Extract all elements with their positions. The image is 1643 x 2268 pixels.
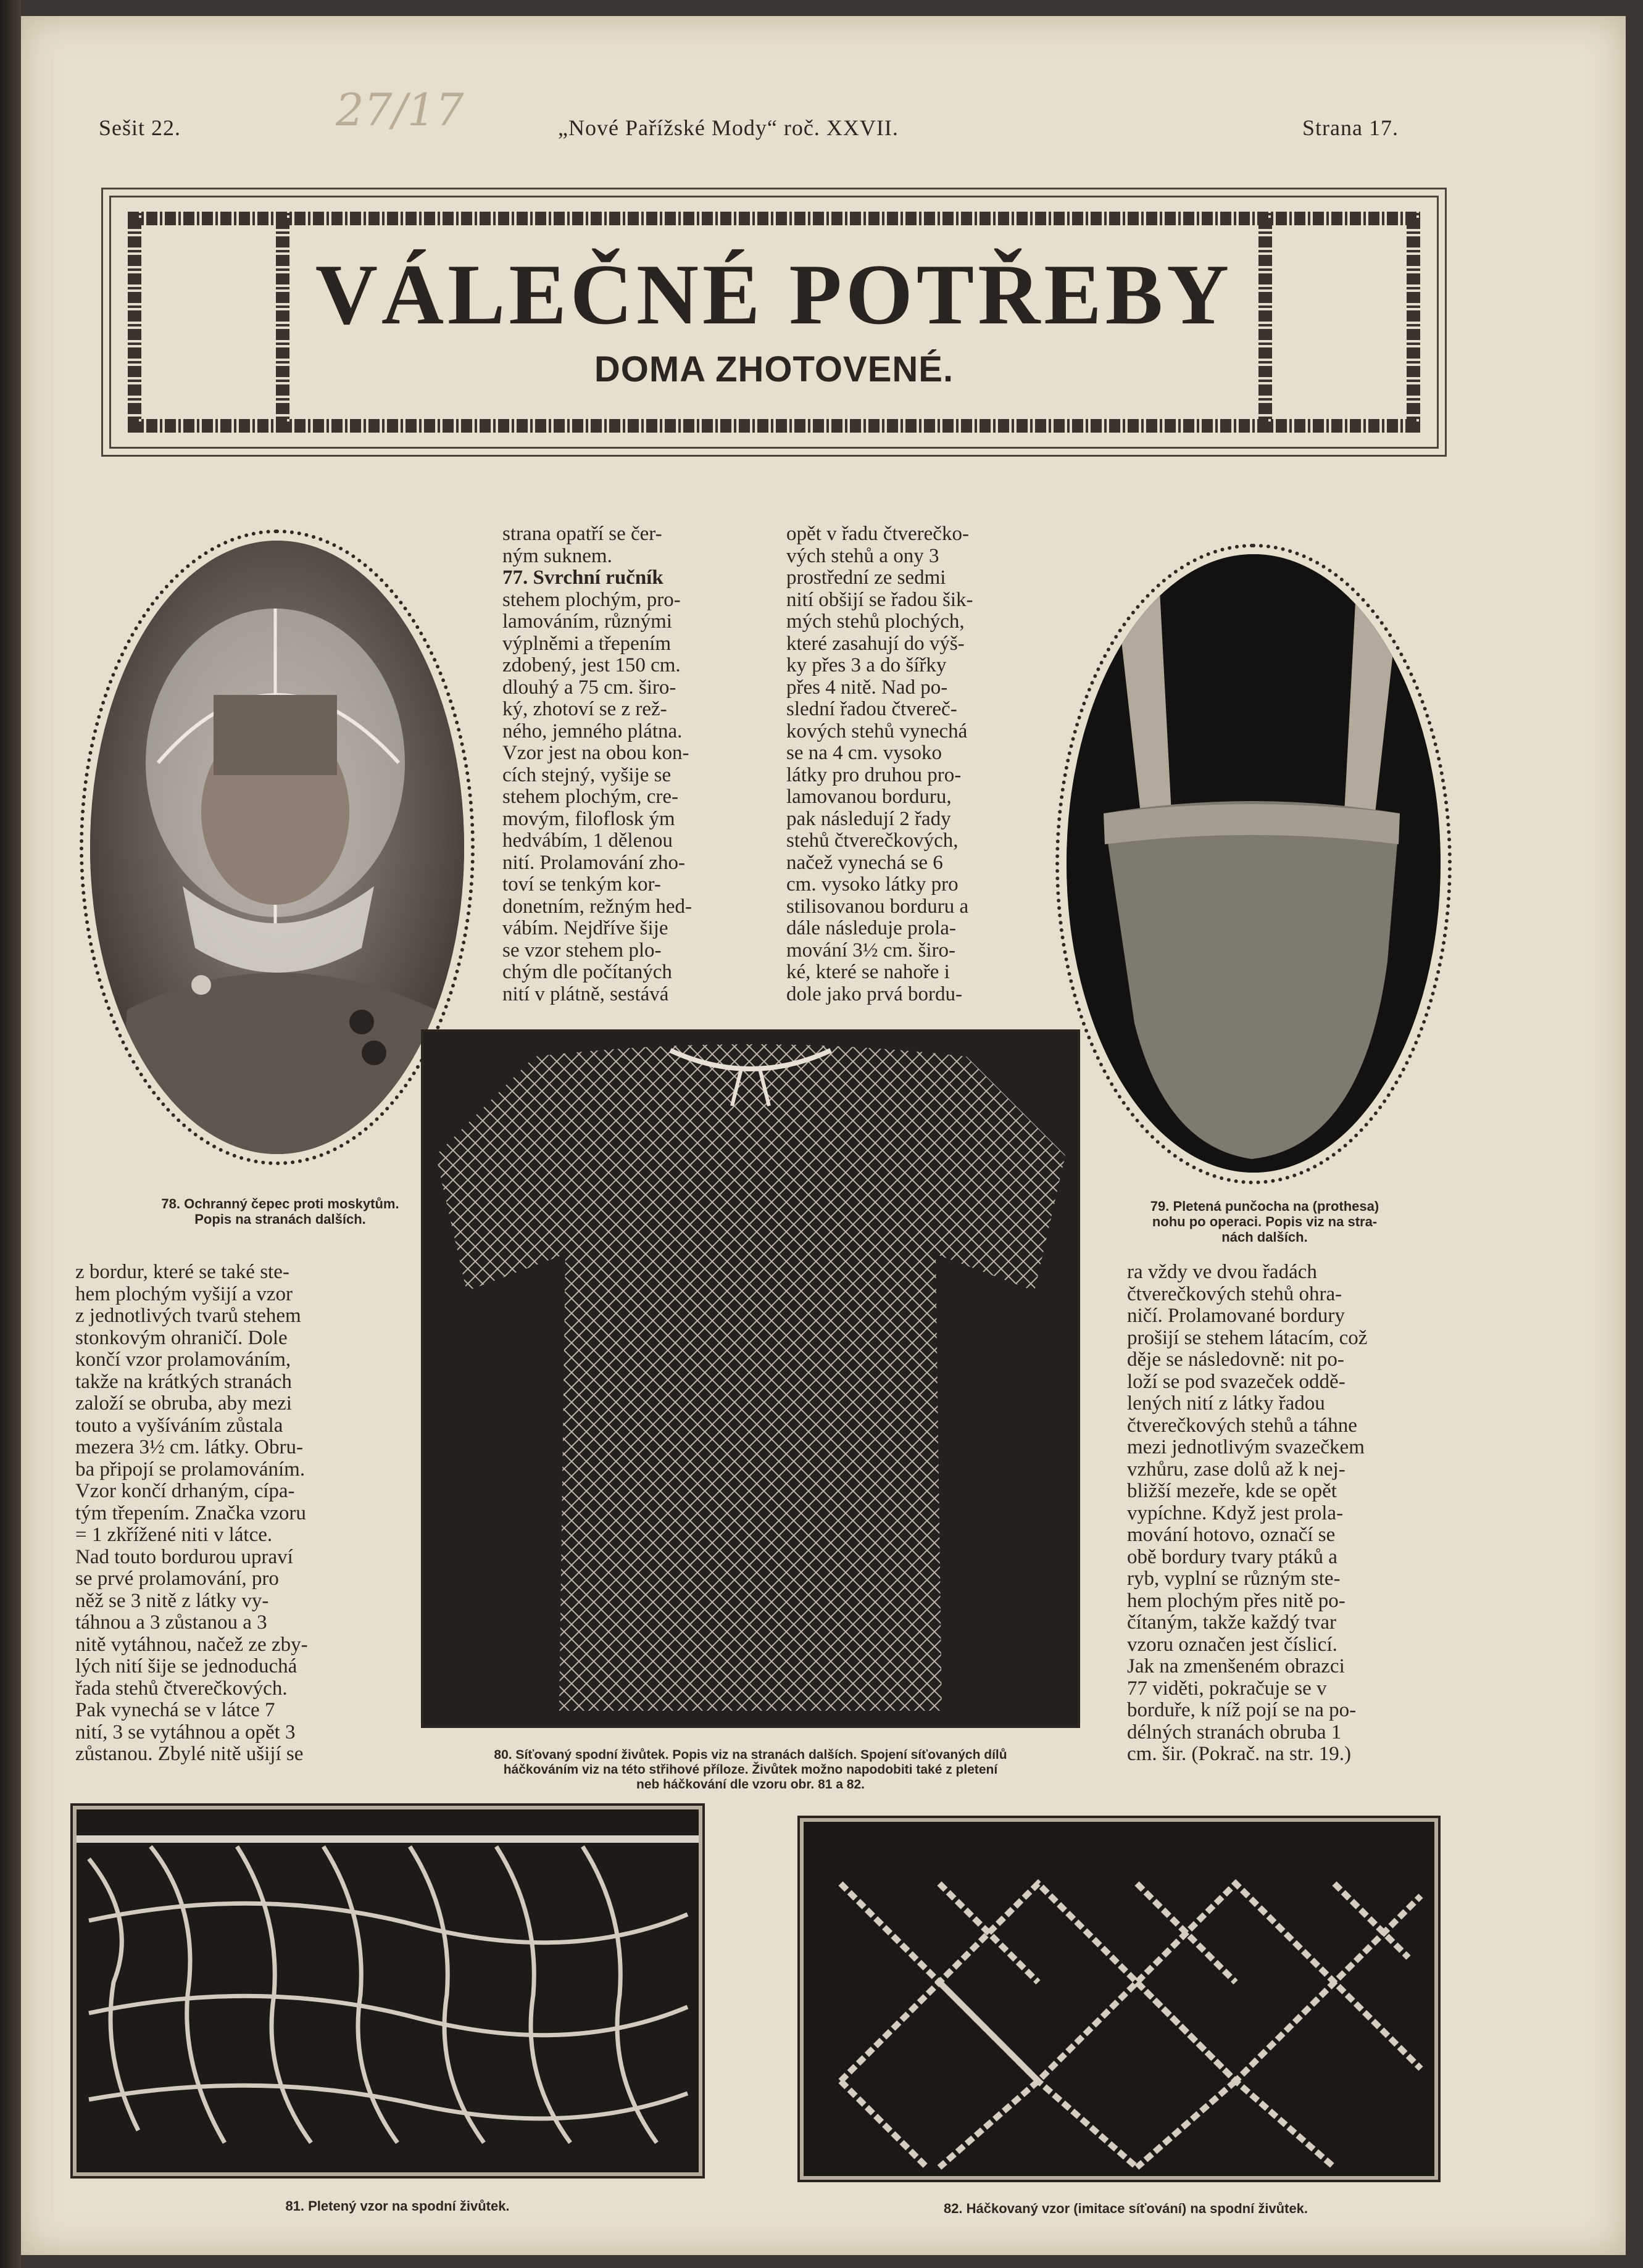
text-line: vých stehů a ony 3: [786, 544, 939, 567]
text-column-right: [1127, 1261, 1445, 1766]
fig79-caption-line: nohu po operaci. Popis viz na stra-: [1152, 1214, 1378, 1229]
text-line: mých stehů plochých,: [786, 610, 965, 633]
text-line: ryb, vyplní se různým ste-: [1127, 1568, 1341, 1590]
text-line: lených nití z látky řadou: [1127, 1392, 1325, 1414]
text-line: nití, 3 se vytáhnou a opět 3: [75, 1721, 296, 1743]
text-line: nití obšijí se řadou šik-: [786, 588, 973, 611]
fig80-caption-line: 80. Síťovaný spodní živůtek. Popis viz na stranách dalších. Spojení síťovaných dílů: [494, 1748, 1007, 1762]
text-line: výplněmi a třepením: [502, 632, 672, 655]
text-line: slední řadou čtvereč-: [786, 698, 957, 720]
text-line: obě bordury tvary ptáků a: [1127, 1545, 1337, 1568]
text-line: nití. Prolamování zho-: [502, 851, 686, 874]
text-line: loží se pod svazeček oddě-: [1127, 1370, 1346, 1393]
text-line: ra vždy ve dvou řadách: [1127, 1261, 1317, 1283]
text-line: mování 3½ cm. širo-: [786, 939, 956, 962]
text-line: z jednotlivých tvarů stehem: [75, 1305, 301, 1327]
text-line: vábím. Nejdříve šije: [502, 917, 668, 939]
text-line: 77 viděti, pokračuje se v: [1127, 1677, 1327, 1700]
text-line: se vzor stehem plo-: [502, 939, 662, 962]
fig82-caption: 82. Háčkovaný vzor (imitace síťování) na spodní živůtek.: [943, 2201, 1308, 2216]
text-line: nitě vytáhnou, načež ze zby-: [75, 1633, 308, 1656]
text-line: končí vzor prolamováním,: [75, 1348, 291, 1371]
text-line: Nad touto bordurou upraví: [75, 1545, 293, 1568]
text-line: stehem plochým, pro-: [502, 588, 681, 611]
page-title: VÁLEČNÉ POTŘEBY: [315, 247, 1233, 343]
text-line: tým třepením. Značka vzoru: [75, 1502, 306, 1524]
text-line: ký, zhotoví se z rež-: [502, 698, 667, 720]
text-line: movým, filoflosk ým: [502, 807, 675, 830]
fig79-caption-line: nách dalších.: [1221, 1229, 1308, 1245]
fig80-caption: [399, 1748, 1102, 1792]
net-bodice-illustration: [423, 1032, 1078, 1726]
text-line: látky pro druhou pro-: [786, 763, 962, 786]
text-line: dále následuje prola-: [786, 917, 956, 939]
text-line: strana opatří se čer-: [502, 523, 662, 545]
text-line: = 1 zkřížené niti v látce.: [75, 1524, 273, 1546]
text-line: lých nití šije se jednoduchá: [75, 1655, 297, 1677]
fig79-caption: [1095, 1198, 1434, 1245]
page-number: Strana 17.: [1302, 115, 1399, 140]
section-heading: 77. Svrchní ručník: [502, 567, 663, 589]
text-line: stehů čtverečkových,: [786, 829, 959, 852]
issue-number: Sešit 22.: [99, 115, 181, 140]
text-line: Vzor jest na obou kon-: [502, 742, 689, 764]
text-line: vypíchne. Když jest prola-: [1127, 1502, 1344, 1524]
text-line: lamovanou borduru,: [786, 786, 952, 808]
fig80-caption-line: neb háčkování dle vzoru obr. 81 a 82.: [636, 1777, 865, 1792]
text-line: délných stranách obruba 1: [1127, 1721, 1342, 1743]
fig79-photo-knitted-stocking: [1067, 554, 1441, 1173]
text-line: řada stehů čtverečkových.: [75, 1677, 288, 1700]
text-line: mezera 3½ cm. látky. Obru-: [75, 1436, 303, 1458]
text-line: cích stejný, vyšije se: [502, 763, 672, 786]
text-line: čtverečkových stehů ohra-: [1127, 1282, 1342, 1305]
text-line: opět v řadu čtverečko-: [786, 523, 969, 545]
magazine-page: [21, 16, 1626, 2255]
text-line: hem plochým vyšijí a vzor: [75, 1282, 293, 1305]
text-line: čítaným, takže každý tvar: [1127, 1611, 1337, 1634]
stocking-illustration: [1067, 554, 1441, 1173]
text-line: ným suknem.: [502, 544, 612, 567]
fig78-caption-line: 78. Ochranný čepec proti moskytům.: [161, 1196, 399, 1211]
handwritten-mark: 27/17: [336, 84, 464, 136]
text-line: dlouhý a 75 cm. širo-: [502, 676, 676, 699]
text-line: ky přes 3 a do šířky: [786, 654, 947, 676]
text-line: Jak na zmenšeném obrazci: [1127, 1655, 1345, 1677]
text-line: takže na krátkých stranách: [75, 1370, 292, 1393]
text-line: stonkovým ohraničí. Dole: [75, 1326, 288, 1349]
text-column-mid-left: [502, 523, 759, 1005]
text-line: stehem plochým, cre-: [502, 786, 678, 808]
text-line: vzhůru, zase dolů až k nej-: [1127, 1458, 1346, 1481]
fig80-caption-line: háčkováním viz na této střihové příloze. Živůtek možno napodobiti také z pletení: [503, 1763, 998, 1777]
text-line: hem plochým přes nitě po-: [1127, 1589, 1346, 1612]
text-line: stilisovanou borduru a: [786, 895, 969, 918]
text-line: ké, které se nahoře i: [786, 961, 950, 983]
running-title: „Nové Pařížské Mody“ roč. XXVII.: [558, 115, 899, 140]
text-line: hedvábím, 1 dělenou: [502, 829, 673, 852]
book-spine: [0, 0, 21, 2268]
text-line: chým dle počítaných: [502, 961, 672, 983]
fig78-caption: [114, 1196, 447, 1227]
fig81-caption: 81. Pletený vzor na spodní živůtek.: [285, 2198, 510, 2214]
knitted-net-illustration: [77, 1809, 699, 2172]
hood-illustration: [90, 541, 464, 1154]
text-line: kových stehů vynechá: [786, 720, 968, 742]
text-line: lamováním, různými: [502, 610, 672, 633]
text-line: zůstanou. Zbylé nitě ušijí se: [75, 1743, 304, 1765]
text-line: Pak vynechá se v látce 7: [75, 1699, 275, 1721]
fig81-photo-knitted-pattern: [73, 1806, 702, 2176]
text-line: děje se následovně: nit po-: [1127, 1348, 1344, 1371]
greek-key-border-top: [128, 212, 1420, 225]
text-line: prošijí se stehem látacím, což: [1127, 1326, 1368, 1349]
text-line: ničí. Prolamované bordury: [1127, 1305, 1345, 1327]
text-line: borduře, k níž pojí se na po-: [1127, 1699, 1357, 1721]
text-line: přes 4 nitě. Nad po-: [786, 676, 948, 699]
text-line: vzoru označen jest číslicí.: [1127, 1633, 1337, 1656]
fig78-photo-mosquito-hood: [90, 541, 464, 1154]
text-line: založí se obruba, aby mezi: [75, 1392, 292, 1414]
fig82-photo-crochet-pattern: [800, 1818, 1438, 2180]
page-subtitle: DOMA ZHOTOVENÉ.: [594, 349, 954, 389]
text-line: Vzor končí drhaným, cípa-: [75, 1480, 295, 1502]
fig79-caption-line: 79. Pletená punčocha na (prothesa): [1150, 1198, 1379, 1214]
text-line: ba připojí se prolamováním.: [75, 1458, 306, 1481]
text-line: nití v plátně, sestává: [502, 982, 669, 1005]
text-line: načež vynechá se 6: [786, 851, 943, 874]
text-line: bližší mezeře, kde se opět: [1127, 1480, 1337, 1502]
text-line: touto a vyšíváním zůstala: [75, 1414, 283, 1437]
text-line: prostřední ze sedmi: [786, 567, 946, 589]
fig78-caption-line: Popis na stranách dalších.: [194, 1211, 366, 1227]
text-line: čtverečkových stehů a táhne: [1127, 1414, 1357, 1437]
text-line: donetním, režným hed-: [502, 895, 692, 918]
text-line: cm. šir. (Pokrač. na str. 19.): [1127, 1743, 1351, 1765]
text-line: dole jako prvá bordu-: [786, 982, 962, 1005]
text-line: mezi jednotlivým svazečkem: [1127, 1436, 1365, 1458]
fig80-photo-net-bodice: [421, 1029, 1080, 1728]
text-line: táhnou a 3 zůstanou a 3: [75, 1611, 267, 1634]
text-line: které zasahují do výš-: [786, 632, 965, 655]
text-line: zdobený, jest 150 cm.: [502, 654, 681, 676]
text-line: toví se tenkým kor-: [502, 873, 661, 895]
title-banner: [101, 188, 1447, 457]
greek-key-border-bottom: [128, 419, 1420, 433]
text-line: mování hotovo, označí se: [1127, 1524, 1336, 1546]
text-line: cm. vysoko látky pro: [786, 873, 959, 895]
text-column-left: [75, 1261, 396, 1766]
text-line: pak následují 2 řady: [786, 807, 951, 830]
text-column-mid-right: [786, 523, 1043, 1005]
text-line: se na 4 cm. vysoko: [786, 742, 942, 764]
text-line: něž se 3 nitě z látky vy-: [75, 1589, 269, 1612]
crochet-net-illustration: [804, 1822, 1434, 2176]
text-line: se prvé prolamování, pro: [75, 1568, 279, 1590]
text-line: z bordur, které se také ste-: [75, 1261, 289, 1283]
text-line: ného, jemného plátna.: [502, 720, 683, 742]
